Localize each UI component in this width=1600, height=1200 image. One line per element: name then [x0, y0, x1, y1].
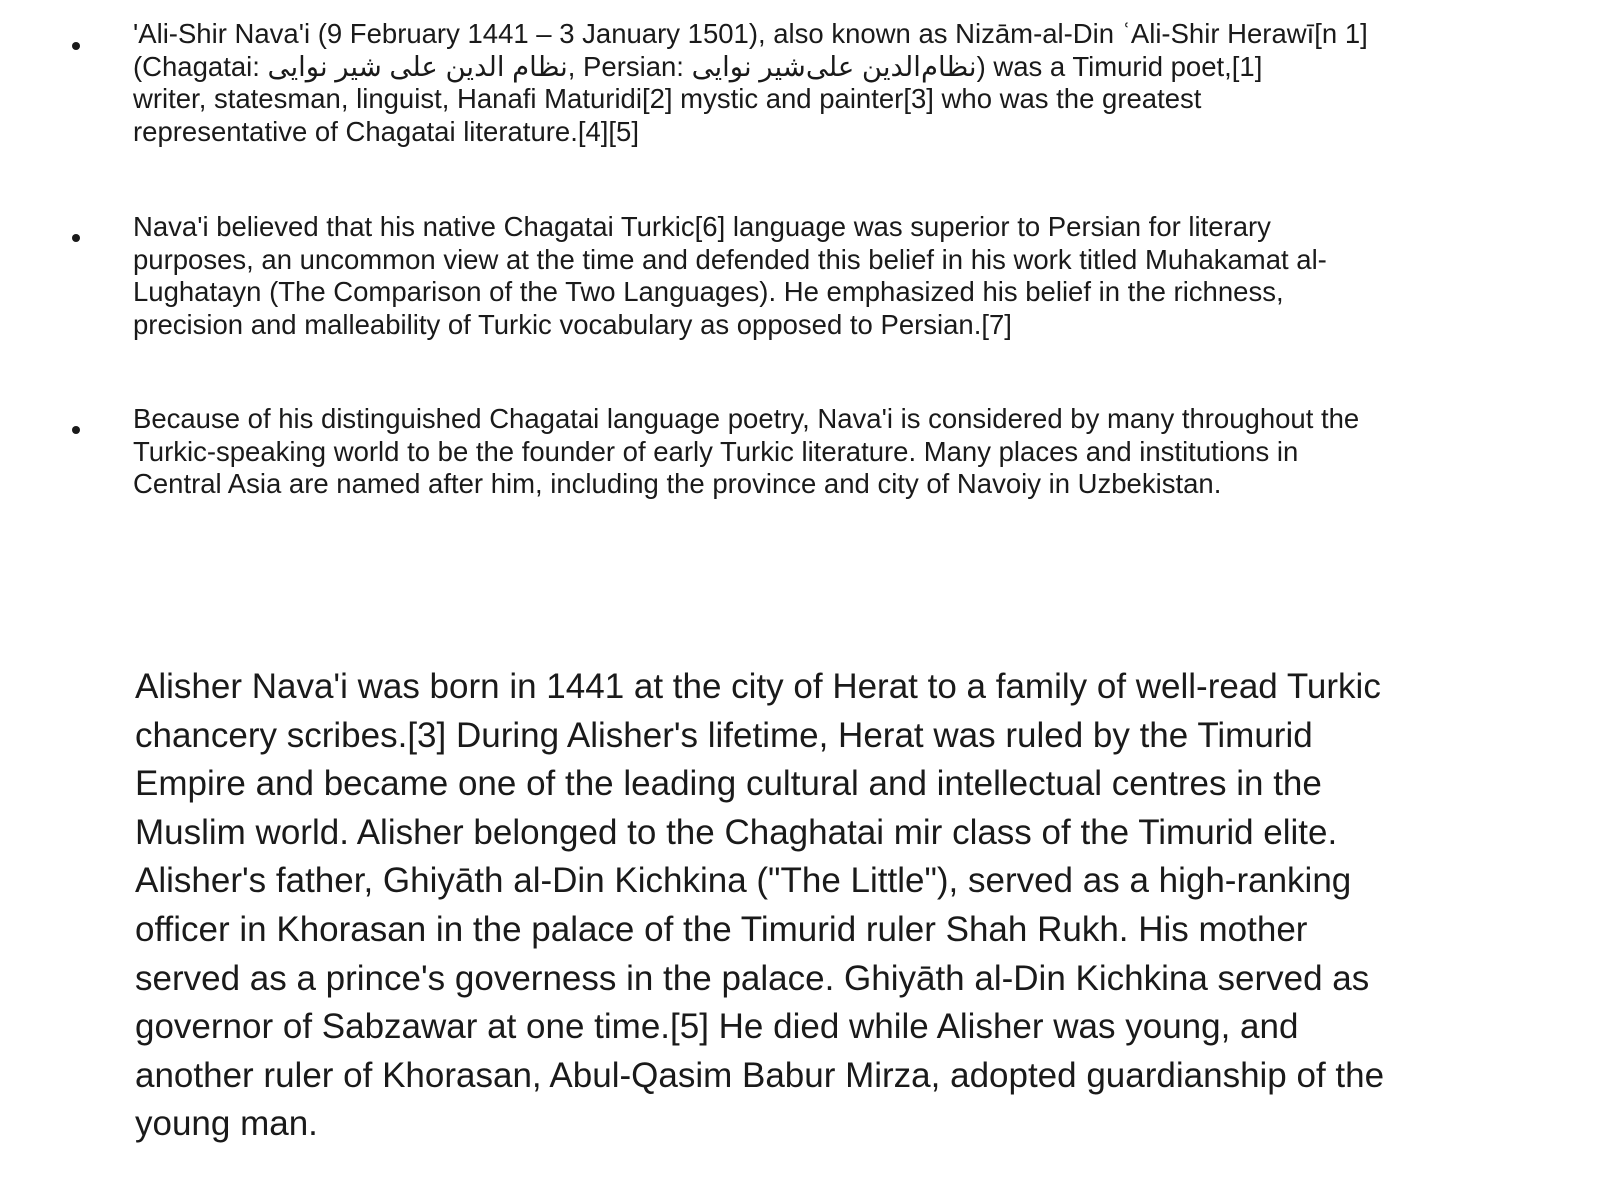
text-line: Alisher Nava'i was born in 1441 at the city of Herat to a family of well-read Turkic: [135, 667, 1381, 706]
text-line: another ruler of Khorasan, Abul-Qasim Babur Mirza, adopted guardianship of the: [135, 1055, 1385, 1095]
text-line: writer, statesman, linguist, Hanafi Maturidi[2] mystic and painter[3] who was the greatest: [133, 83, 1202, 114]
text-line: Muslim world. Alisher belonged to the Chaghatai mir class of the Timurid elite.: [135, 812, 1338, 852]
text-line: precision and malleability of Turkic vocabulary as opposed to Persian.[7]: [133, 308, 1012, 340]
text-line: Empire and became one of the leading cultural and intellectual centres in the: [135, 764, 1322, 804]
bullet-icon: [72, 426, 80, 434]
text-line: Alisher's father, Ghiyāth al-Din Kichkina ("The Little"), served as a high-ranking: [135, 861, 1352, 901]
text-line: Because of his distinguished Chagatai language poetry, Nava'i is considered by many throughout the: [133, 403, 1360, 434]
text-line: young man.: [135, 1104, 318, 1144]
text-line: Lughatayn (The Comparison of the Two Languages). He emphasized his belief in the richness,: [133, 276, 1284, 307]
text-line: Nava'i believed that his native Chagatai Turkic[6] language was superior to Persian for literary: [133, 211, 1271, 242]
bullet-icon: [72, 234, 80, 242]
body-paragraph: [135, 663, 1515, 1149]
text-line: chancery scribes.[3] During Alisher's lifetime, Herat was ruled by the Timurid: [135, 715, 1313, 755]
text-line: governor of Sabzawar at one time.[5] He died while Alisher was young, and: [135, 1007, 1299, 1047]
list-item-text: [133, 403, 1493, 501]
list-item-text: [133, 18, 1493, 148]
text-line: Turkic-speaking world to be the founder of early Turkic literature. Many places and institutions in: [133, 435, 1299, 467]
text-line: (Chagatai: نظام الدين على شير نوايى, Persian: نظام‌الدین علی‌شیر نوایی) was a Timurid poet,[1]: [133, 50, 1263, 82]
text-line: purposes, an uncommon view at the time and defended this belief in his work titled Muhakamat al-: [133, 243, 1327, 275]
text-line: representative of Chagatai literature.[4][5]: [133, 115, 639, 147]
text-line: Central Asia are named after him, including the province and city of Navoiy in Uzbekistan.: [133, 468, 1222, 499]
list-item-text: [133, 211, 1493, 341]
text-line: officer in Khorasan in the palace of the Timurid ruler Shah Rukh. His mother: [135, 909, 1308, 949]
bullet-icon: [72, 42, 80, 50]
text-line: 'Ali-Shir Nava'i (9 February 1441 – 3 January 1501), also known as Nizām-al-Din ʿAli-Shir Herawī[n 1]: [133, 18, 1368, 49]
text-line: served as a prince's governess in the palace. Ghiyāth al-Din Kichkina served as: [135, 958, 1370, 998]
